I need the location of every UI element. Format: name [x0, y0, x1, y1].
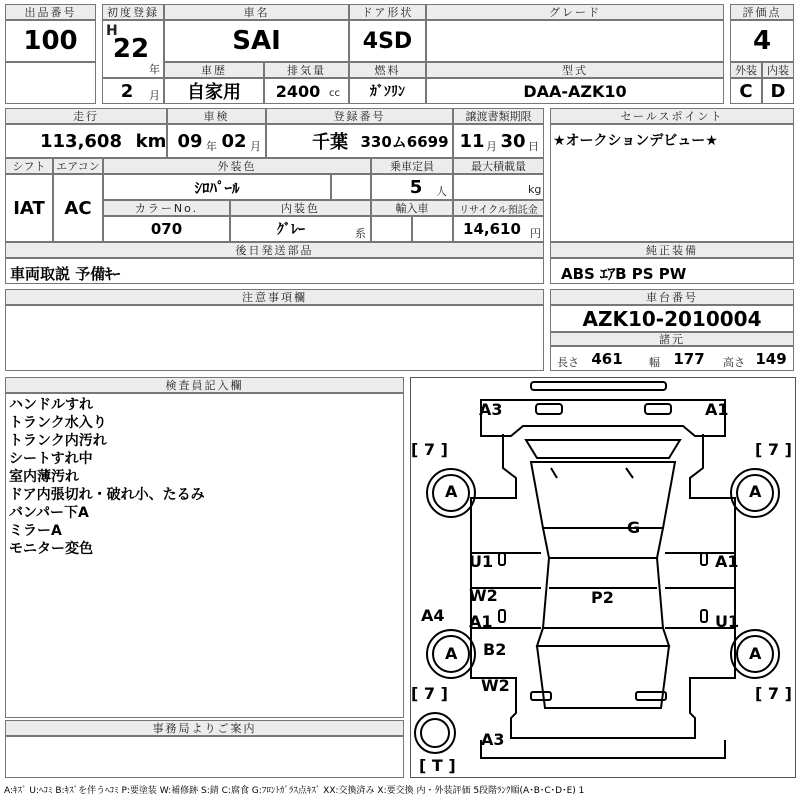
- mark-roof: G: [627, 518, 641, 537]
- interior-grade: D: [770, 80, 786, 102]
- reg-place: 千葉: [312, 132, 348, 153]
- grade: [427, 21, 723, 61]
- transfer-day: 30: [500, 130, 526, 152]
- equipment-text: ABS ｴｱB PS PW: [561, 265, 687, 283]
- spec-cell: [550, 346, 794, 371]
- mark-rear: A3: [481, 730, 505, 749]
- shift: IAT: [13, 197, 45, 219]
- history-cell: [164, 78, 264, 104]
- later-parts-label: 後日発送部品: [5, 242, 544, 258]
- chassis-cell: [550, 305, 794, 332]
- inspection-year-unit: 年: [206, 140, 217, 153]
- color-cell: [103, 174, 331, 200]
- sales-point-label: セールスポイント: [550, 108, 794, 124]
- mark-quarter-left: B2: [483, 640, 507, 659]
- color-no: 070: [150, 220, 183, 238]
- transfer-month: 11: [459, 130, 485, 152]
- transfer-day-unit: 日: [528, 140, 539, 153]
- import: [372, 217, 411, 241]
- car-name-cell: [164, 20, 349, 62]
- lot-cell: [5, 20, 96, 62]
- door-label: ドア形状: [349, 4, 426, 20]
- mark-door-front-right: A1: [715, 552, 739, 571]
- car-name-label: 車名: [164, 4, 349, 20]
- ac: AC: [64, 197, 92, 219]
- int-color: ｸﾞﾚｰ: [277, 222, 305, 238]
- month-unit: 月: [149, 89, 160, 102]
- equipment-label: 純正装備: [550, 242, 794, 258]
- mileage-label: 走行: [5, 108, 167, 124]
- mark-right-bracket-top: [ 7 ]: [755, 440, 792, 459]
- mark-front-left: A3: [479, 400, 503, 419]
- length: 461: [591, 349, 623, 368]
- exterior-cell: [730, 78, 762, 104]
- recycle-cell: [453, 216, 544, 242]
- grade-label: グレード: [426, 4, 724, 20]
- reg-year: 22: [112, 34, 150, 64]
- history-label: 車歴: [164, 62, 264, 78]
- spec-label: 諸元: [550, 332, 794, 346]
- reg-month: 2: [120, 80, 134, 102]
- mark-tire-front-left: A: [445, 482, 458, 501]
- model: DAA-AZK10: [523, 81, 627, 101]
- mark-door-front-left: U1: [469, 552, 494, 571]
- legend: A:ｷｽﾞ U:ﾍｺﾐ B:ｷｽﾞを伴うﾍｺﾐ P:要塗装 W:補修跡 S:錆 C:腐食 G:ﾌﾛﾝﾄｶﾞﾗｽ点ｷｽﾞ XX:交換済み X:要交換 内・外装評価 5段階ﾗﾝｸ順(A･B･C･D･E) 1: [4, 786, 585, 796]
- fuel: ｶﾞｿﾘﾝ: [370, 84, 405, 100]
- inspection-month: 02: [221, 130, 247, 152]
- equipment-cell: [550, 258, 794, 284]
- load-cell: [453, 174, 544, 200]
- caution-cell: [5, 305, 544, 371]
- mark-quarter-left-w: W2: [481, 676, 510, 695]
- width: 177: [673, 349, 705, 368]
- shift-label: シフト: [5, 158, 53, 174]
- inspector-note: トランク水入り: [9, 415, 107, 431]
- reg-number-cell: [266, 124, 453, 158]
- office-label: 事務局よりご案内: [5, 720, 404, 736]
- import-cell: [371, 216, 412, 242]
- mark-trunk: [ T ]: [419, 756, 456, 775]
- import-extra-cell: [412, 216, 453, 242]
- later-parts-cell: [5, 258, 544, 284]
- color-extra-cell: [331, 174, 371, 200]
- mark-door-rear-left-a: A1: [469, 612, 493, 631]
- grade-cell: [426, 20, 724, 62]
- displacement: 2400: [275, 81, 321, 101]
- inspector-label: 検査員記入欄: [5, 377, 404, 393]
- sales-point-text: ★オークションデビュー★: [553, 133, 718, 149]
- transfer-label: 譲渡書類期限: [453, 108, 544, 124]
- inspector-note: ドア内張切れ・破れ小、たるみ: [9, 487, 205, 503]
- color-label: 外装色: [103, 158, 371, 174]
- mark-right-bracket-bottom: [ 7 ]: [755, 684, 792, 703]
- displacement-label: 排気量: [264, 62, 349, 78]
- inspector-note: 室内薄汚れ: [9, 469, 79, 485]
- inspector-note: シートすれ中: [9, 451, 93, 467]
- lot-blank-cell: [5, 62, 96, 104]
- first-reg-cell: [102, 20, 164, 78]
- car-outline: [411, 378, 795, 777]
- transfer-month-unit: 月: [486, 140, 497, 153]
- shift-cell: [5, 174, 53, 242]
- capacity-cell: [371, 174, 453, 200]
- inspector-note: トランク内汚れ: [9, 433, 107, 449]
- inspector-note: ハンドルすれ: [9, 397, 93, 413]
- door-type: 4SD: [362, 28, 413, 54]
- displacement-unit: cc: [329, 88, 340, 99]
- int-color-label: 内装色: [230, 200, 371, 216]
- first-reg-label: 初度登録: [102, 4, 164, 20]
- load-label: 最大積載量: [453, 158, 544, 174]
- inspector-notes: [9, 396, 205, 558]
- door-cell: [349, 20, 426, 62]
- damage-diagram: [410, 377, 796, 778]
- chassis-label: 車台番号: [550, 289, 794, 305]
- inspection-label: 車検: [167, 108, 266, 124]
- inspector-note: ミラーA: [9, 523, 62, 539]
- fuel-label: 燃料: [349, 62, 426, 78]
- inspector-note: バンパー下A: [9, 505, 89, 521]
- capacity-label: 乗車定員: [371, 158, 453, 174]
- height-label: 高さ: [723, 356, 745, 369]
- inspector-note: モニター変色: [9, 541, 93, 557]
- mileage-cell: [5, 124, 167, 158]
- model-label: 型式: [426, 62, 724, 78]
- caution-label: 注意事項欄: [5, 289, 544, 305]
- height: 149: [755, 349, 787, 368]
- load: [458, 175, 524, 199]
- load-unit: kg: [528, 183, 542, 196]
- interior-cell: [762, 78, 794, 104]
- body-color: ｼﾛﾊﾟｰﾙ: [194, 178, 240, 197]
- reg-number-label: 登録番号: [266, 108, 453, 124]
- displacement-cell: [264, 78, 349, 104]
- office-cell: [5, 736, 404, 778]
- mark-tire-rear-right: A: [749, 644, 762, 663]
- sales-point-cell: [550, 124, 794, 242]
- score-label: 評価点: [730, 4, 794, 20]
- mark-floor: P2: [591, 588, 614, 607]
- int-color-cell: [230, 216, 371, 242]
- exterior-label: 外装: [730, 62, 762, 78]
- mark-left-bracket-top: [ 7 ]: [411, 440, 448, 459]
- color-no-label: カラーNo.: [103, 200, 230, 216]
- mark-tire-rear-left: A: [445, 644, 458, 663]
- color-no-cell: [103, 216, 230, 242]
- ac-cell: [53, 174, 103, 242]
- lot-label: 出品番号: [5, 4, 96, 20]
- width-label: 幅: [649, 356, 660, 369]
- inspector-cell: [5, 393, 404, 718]
- inspection-year: 09: [177, 130, 203, 152]
- year-unit: 年: [149, 63, 160, 76]
- first-reg-month-cell: [102, 78, 164, 104]
- import-label: 輸入車: [371, 200, 453, 216]
- ac-label: エアコン: [53, 158, 103, 174]
- score-cell: [730, 20, 794, 62]
- era: H: [106, 23, 118, 39]
- capacity: 5: [409, 176, 423, 198]
- recycle: 14,610: [463, 220, 521, 238]
- history: 自家用: [187, 82, 241, 103]
- reg-number: 330ム6699: [360, 132, 449, 151]
- recycle-label: リサイクル預託金: [453, 200, 544, 216]
- int-color-unit: 系: [355, 227, 366, 240]
- chassis-number: AZK10-2010004: [582, 306, 762, 331]
- model-cell: [426, 78, 724, 104]
- mark-pillar-left: A4: [421, 606, 445, 625]
- mark-tire-front-right: A: [749, 482, 762, 501]
- exterior-grade: C: [739, 80, 753, 102]
- interior-label: 内装: [762, 62, 794, 78]
- mark-front-right: A1: [705, 400, 729, 419]
- inspection-month-unit: 月: [250, 140, 261, 153]
- recycle-unit: 円: [530, 227, 541, 240]
- length-label: 長さ: [557, 356, 579, 369]
- car-name: SAI: [232, 26, 281, 56]
- transfer-cell: [453, 124, 544, 158]
- mark-door-rear-right: U1: [715, 612, 740, 631]
- fuel-cell: [349, 78, 426, 104]
- mark-left-bracket-bottom: [ 7 ]: [411, 684, 448, 703]
- inspection-cell: [167, 124, 266, 158]
- mileage: 113,608: [40, 130, 122, 152]
- later-parts-text: 車両取説 予備ｷｰ: [10, 265, 121, 283]
- mileage-unit: km: [135, 130, 167, 152]
- lot-number: 100: [23, 26, 78, 56]
- score: 4: [752, 26, 772, 56]
- mark-door-rear-left-w: W2: [469, 586, 498, 605]
- capacity-unit: 人: [436, 185, 447, 198]
